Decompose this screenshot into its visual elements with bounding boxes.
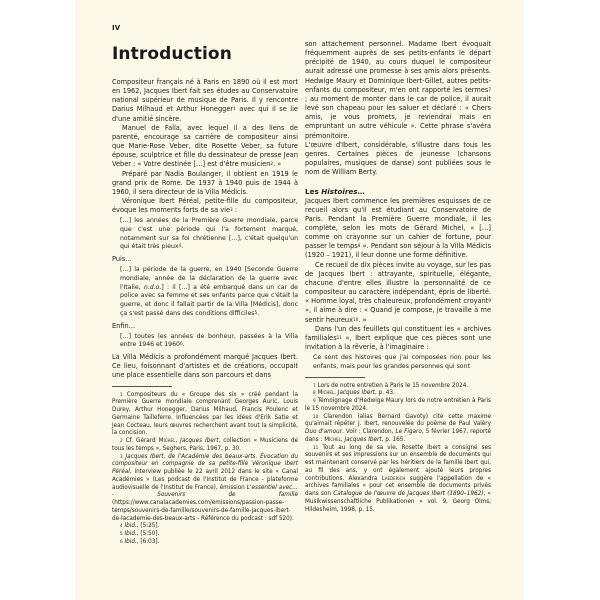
paragraph: Jacques Ibert commence les premières esquisses de ce recueil alors qu'il est étudiant au Conservatoire de Paris. Pendant la Première Guerre mondiale, il les complète, selon les mots de Gérard Michel, « […] comme on crayonne sur un cahier de fortune, pour passer le temps$^8$ ». Pendant son séjour à la Villa Médicis (1920 – 1921), il leur donne une forme définitive. bbox=[305, 196, 492, 260]
footnote: $^{10}$ Clarendon (alias Bernard Gavoty) cite cette maxime qu'aimait répéter J. Ibert, renouvelée du poème de Paul Valéry Duo d'amour. Voir : Clarendon, Le Figaro, 5 février 1967, reporté dans : Michel, Jacques Ibert, p. 165. bbox=[305, 413, 492, 443]
right-column bbox=[305, 40, 491, 514]
section-heading: Les Histoires… bbox=[305, 187, 365, 197]
footnote-divider bbox=[305, 377, 365, 378]
paragraph: Manuel de Falla, avec lequel il a des liens de parenté, encourage sa carrière de compositeur ainsi que Marie-Rose Veber, dite Rosette Veber, sa future épouse, sculptrice et fille du dessinateur de presse Jean Veber : « Votre destinée […] est d'être musicien$^2$. » bbox=[112, 123, 298, 169]
paragraph: Véronique Ibert Péréal, petite-fille du compositeur, évoque les moments forts de sa vie$^3$ : bbox=[112, 197, 298, 215]
footnote-ref[interactable]: 2 bbox=[270, 161, 273, 167]
footnote-ref[interactable]: 7 bbox=[488, 86, 491, 92]
page-number: IV bbox=[112, 24, 121, 32]
footnote: $^9$ Témoignage d'Hedwige Maury lors de notre entretien à Paris le 15 novembre 2024. bbox=[305, 398, 491, 412]
footnote-ref[interactable]: 3 bbox=[230, 207, 233, 213]
footnote: $^4$ Ibid., [5:25]. bbox=[120, 523, 160, 530]
footnote-ref[interactable]: 11 bbox=[336, 334, 342, 340]
footnote-ref[interactable]: 4 bbox=[178, 243, 182, 249]
footnote: $^1$ Compositeurs du « Groupe des six » créé pendant la Première Guerre mondiale comprenant Georges Auric, Louis Durey, Arthur Honegger, Darius Milhaud, Francis Poulenc et Germaine Tailleferre. Influencées par les idées d'Erik Satie et Jean Cocteau, leurs œuvres recherchent avant tout la simplicité, la concision. bbox=[112, 391, 298, 437]
block-quote: […] la période de la guerre, en 1940 [Seconde Guerre mondiale, année de la déclaration de la guerre avec l'Italie, n.d.o.] : il […] a été embarqué dans un car de police avec sa femme et ses enfants parce que c'était la guerre, et donc il fallait partir de la Villa [Médicis], donc ça s'est passé dans des conditions difficiles$^5$. bbox=[120, 266, 298, 317]
footnote-divider bbox=[112, 386, 172, 387]
footnote: $^{11}$ Tout au long de sa vie, Rosette Ibert a consigné ses souvenirs et ses impressions sur un ensemble de documents qui est maintenant conservé par les héritiers de la famille Ibert qui, au fil des ans, y ont également ajouté leurs propres contributions. Alexandra Laederich suggère l'appellation de « archives familiales » pour cet ensemble de documents privés dans son Catalogue de l'œuvre de Jacques Ibert (1890–1962), « Musikwissenschaftliche Publikationen » vol. 9, Georg Olms, Hildesheim, 1998, p. 15. bbox=[305, 444, 491, 513]
block-quote: […] toutes les années de bonheur, passées à la Villa entre 1946 et 1960$^6$. bbox=[120, 332, 298, 349]
footnote: $^8$ Michel, Jacques Ibert, p. 43. bbox=[313, 390, 395, 397]
paragraph: L'œuvre d'Ibert, considérable, s'illustre dans tous les genres. Certaines pièces de jeunesse (chansons populaires, musiques de danse) sont publiées sous le nom de William Berty. bbox=[305, 140, 491, 177]
footnote-ref[interactable]: 9 bbox=[488, 298, 492, 304]
footnote-ref[interactable]: 5 bbox=[254, 309, 258, 315]
paragraph: Préparé par Nadia Boulanger, il obtient en 1919 le grand prix de Rome. De 1937 à 1940 puis de 1944 à 1960, il sera directeur de la Villa Médicis. bbox=[112, 169, 298, 196]
paragraph: Compositeur français né à Paris en 1890 où il est mort en 1962, Jacques Ibert fait ses études au Conservatoire national supérieur de musique de Paris. Il y rencontre Darius Milhaud et Arthur Honegger$^1$ avec qui il se lie d'une amitié sincère. bbox=[112, 78, 298, 123]
footnote: $^6$ Ibid., [6:03]. bbox=[120, 538, 160, 545]
block-quote: […] les années de la Première Guerre mondiale, parce que c'est une période qui l'a fortement marqué, notamment sur sa foi chrétienne […], c'était quelqu'un qui était très pieux$^4$. bbox=[120, 217, 298, 251]
footnote: $^3$ Jacques Ibert, de l'Académie des beaux-arts. Évocation du compositeur en compagnie de sa petite-fille Véronique Ibert Péréal, interview publiée le 22 avril 2012 dans le site « Canal Académies » (Les podcast de l'Institut de France - plateforme audiovisuelle de l'Institut de France), émission L'essentiel avec… - Souvenirs de famille (https://www.canalacademies.com/emissions/passion-passe-temps/souvenirs-de-famille/souvenirs-de-famille-jacques-ibert-de-lacademie-des-beaux-arts - Référence du podcast : sdf 520). bbox=[112, 453, 299, 522]
quote-label: Puis… bbox=[112, 255, 132, 264]
footnote-ref[interactable]: 10 bbox=[353, 316, 359, 322]
footnote-ref[interactable]: 6 bbox=[180, 341, 183, 347]
chapter-title: Introduction bbox=[112, 44, 232, 64]
quote-label: Enfin… bbox=[112, 321, 136, 330]
footnote: $^5$ Ibid., [5:50]. bbox=[120, 531, 160, 538]
paragraph: son attachement personnel. Madame Ibert évoquait fréquemment auprès de ses petits-enfants le départ précipité de 1940, au cours duquel le compositeur aurait adressé une promesse à ses amis alors présents. Hedwige Maury et Dominique Ibert-Gillet, autres petits-enfants du compositeur, m'en ont rapporté les termes$^7$ ; au moment de monter dans le car de police, il aurait levé son chapeau pour les saluer et déclaré : « Chers amis, je vous promets, je reviendrai mais en empruntant un autre véhicule ». Cette phrase s'avéra prémonitoire. bbox=[305, 40, 491, 140]
paragraph: La Villa Médicis a profondément marqué Jacques Ibert. Ce lieu, foisonnant d'artistes et de créations, occupait une place essentielle dans son parcours et dans bbox=[112, 353, 298, 380]
footnote: $^7$ Lors de notre entretien à Paris le 15 novembre 2024. bbox=[313, 382, 469, 389]
paragraph: Dans l'un des feuillets qui constituent les « archives familiales$^{11}$ », Ibert explique que ces pièces sont une invitation à la rêverie, à l'imaginaire : bbox=[305, 324, 491, 351]
footnote: $^2$ Cf. Gérard Michel, Jacques Ibert, collection « Musiciens de tous les temps », Seghers, Paris, 1967, p. 30. bbox=[112, 438, 299, 452]
left-column bbox=[112, 78, 298, 547]
footnote-ref[interactable]: 1 bbox=[233, 106, 236, 112]
footnote-ref[interactable]: 8 bbox=[357, 243, 361, 249]
paragraph: Ce recueil de dix pièces invite au voyage, sur les pas de Jacques Ibert : attrayante, spirituelle, élégante, chacune d'entre elles illustre la personnalité de ce compositeur au caractère indépendant, épris de liberté. « Homme loyal, très chaleureux, profondément croyant$^9$ », il aime à dire : « Quand je compose, je travaille à me sentir heureux$^{10}$. » bbox=[305, 260, 492, 324]
block-quote: Ce sont des histoires que j'ai composées non pour les enfants, mais pour les grandes personnes qui sont bbox=[313, 354, 491, 370]
